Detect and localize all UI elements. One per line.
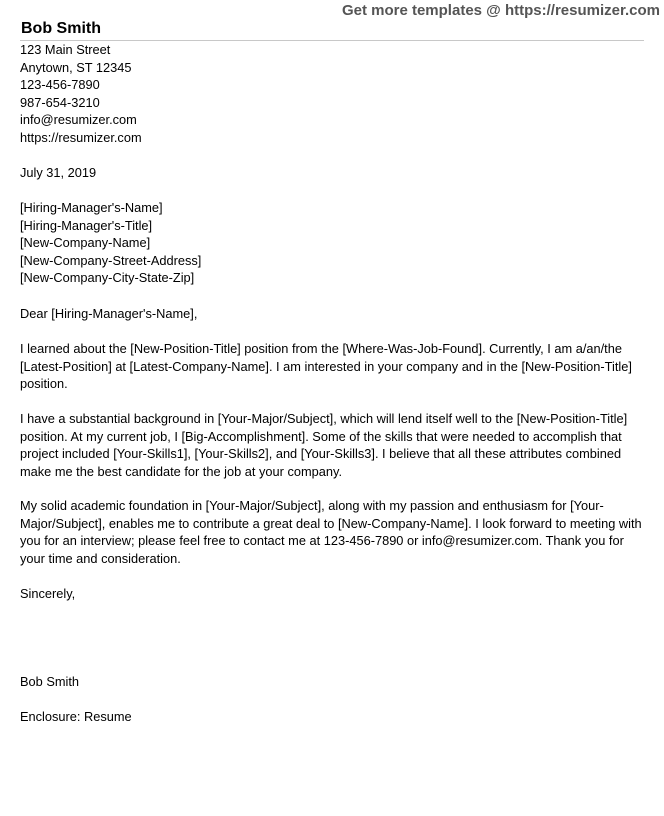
- sender-street: 123 Main Street: [20, 42, 111, 57]
- recipient-street: [New-Company-Street-Address]: [20, 252, 202, 268]
- sender-email: info@resumizer.com: [20, 112, 137, 128]
- body-paragraph-3: My solid academic foundation in [Your-Major/Subject], along with my passion and enthusiasm for [Your-Major/Subject], enables me to contribute a great deal to [New-Company-Name]. I look forward to meeting with you for an interview; please feel free to contact me at 123-456-7890 or info@resumizer.com. Thank you for your time and consideration.: [20, 498, 642, 566]
- recipient-address-block: [20, 199, 650, 287]
- salutation: Dear [Hiring-Manager's-Name],: [20, 306, 198, 321]
- template-banner[interactable]: Get more templates @ https://resumizer.com: [341, 2, 660, 19]
- letter-date: July 31, 2019: [20, 165, 97, 180]
- body-paragraph-1: I learned about the [New-Position-Title] position from the [Where-Was-Job-Found]. Currently, I am a/an/the [Latest-Position] at [Latest-Company-Name]. I am interested in your company and in the [New-Position-Title] position.: [20, 341, 632, 392]
- recipient-name: [Hiring-Manager's-Name]: [20, 200, 163, 215]
- enclosure-line: Enclosure: Resume: [20, 709, 132, 724]
- sender-name: Bob Smith: [21, 20, 101, 37]
- sender-phone: 123-456-7890: [20, 77, 100, 93]
- signature-name: Bob Smith: [20, 674, 80, 689]
- sender-website: https://resumizer.com: [20, 129, 142, 145]
- recipient-company: [New-Company-Name]: [20, 235, 151, 251]
- closing: Sincerely,: [20, 586, 76, 601]
- recipient-title: [Hiring-Manager's-Title]: [20, 217, 153, 233]
- body-paragraph-2: I have a substantial background in [Your-Major/Subject], which will lend itself well to the [New-Position-Title] position. At my current job, I [Big-Accomplishment]. Some of the skills that were needed to accomplish that project included [Your-Skills1], [Your-Skills2], and [Your-Skills3]. I believe that all these attributes combined make me the best candidate for the job at your company.: [20, 411, 628, 479]
- sender-address-block: [20, 41, 650, 147]
- sender-phone-alt: 987-654-3210: [20, 94, 100, 110]
- recipient-city-state-zip: [New-Company-City-State-Zip]: [20, 270, 195, 286]
- sender-city-state-zip: Anytown, ST 12345: [20, 59, 132, 75]
